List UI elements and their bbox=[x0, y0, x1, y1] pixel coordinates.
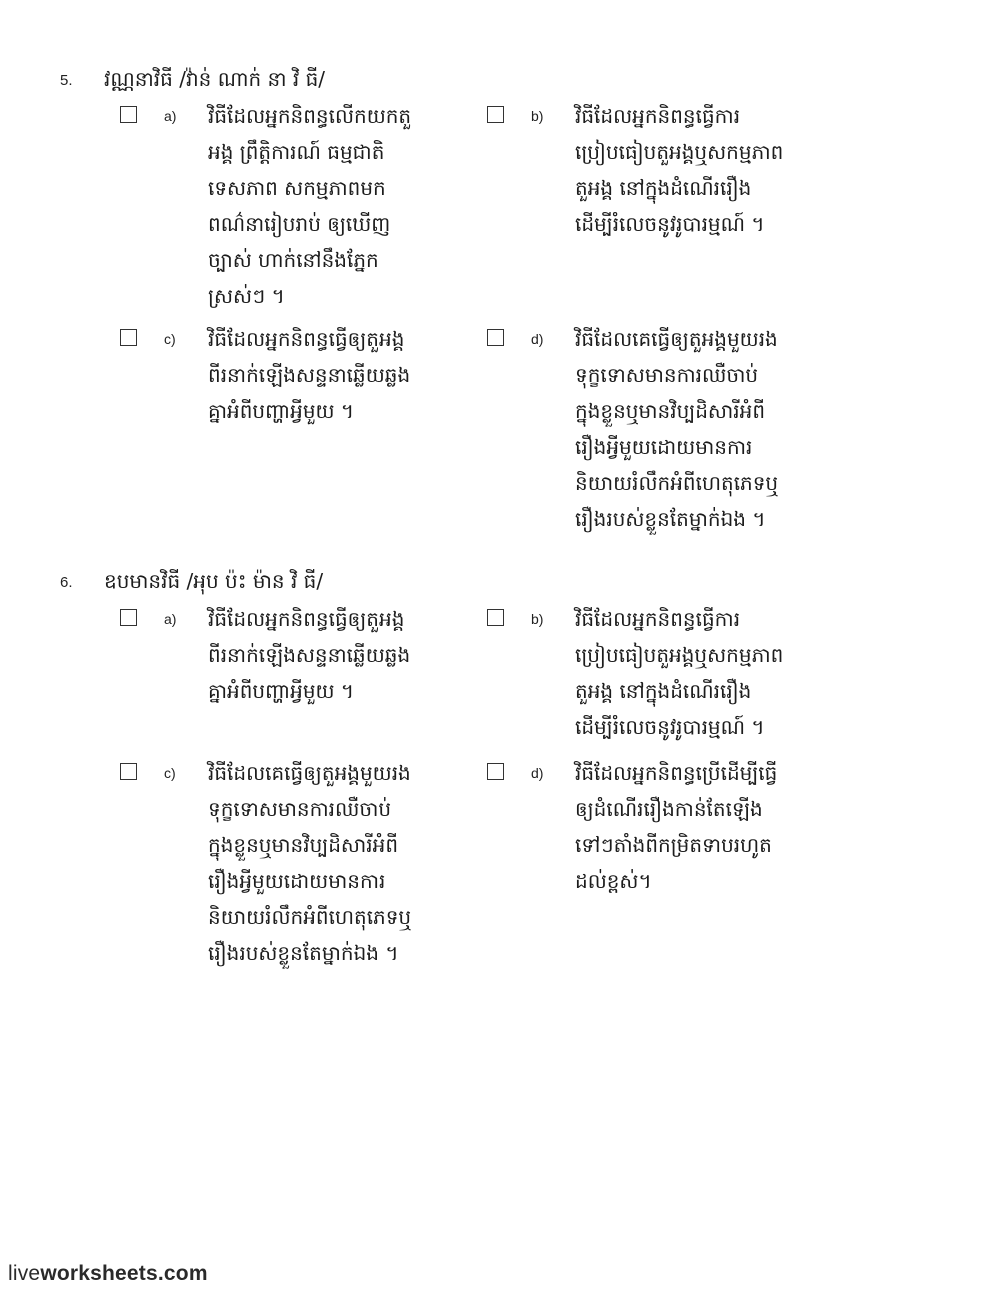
option-text-line: រឿងរបស់ខ្លួនតែម្នាក់ឯង ។ bbox=[575, 507, 766, 531]
option-text-line: រឿងរបស់ខ្លួនតែម្នាក់ឯង ។ bbox=[208, 941, 399, 965]
option-letter: c) bbox=[164, 331, 176, 347]
option-text-line: វិធីដែលអ្នកនិពន្ធធ្វើការ bbox=[575, 104, 741, 128]
option-letter: d) bbox=[531, 765, 544, 781]
option-text-line: ឲ្យដំណើររឿងកាន់តែឡើង bbox=[575, 797, 763, 821]
option-text-line: វិធីដែលអ្នកនិពន្ធលើកយកតួ bbox=[208, 104, 412, 128]
option-text-line: គ្នាអំពីបញ្ហាអ្វីមួយ ។ bbox=[208, 679, 355, 703]
question-title: ឧបមានវិធី /អុប ប៉ះ ម៉ាន វិ ធី/ bbox=[104, 569, 324, 593]
option-text-line: វិធីដែលគេធ្វើឲ្យតួអង្គមួយរង bbox=[575, 327, 778, 351]
option-text-line: ពណ៌នារៀបរាប់ ឲ្យឃើញ bbox=[208, 212, 391, 236]
option-text-line: ដើម្បីរំលេចនូវរូបារម្មណ៍ ។ bbox=[575, 715, 765, 739]
option-letter: b) bbox=[531, 108, 544, 124]
answer-checkbox[interactable] bbox=[487, 609, 504, 626]
option-text-line: តួអង្គ នៅក្នុងដំណើររឿង bbox=[575, 679, 752, 703]
option-text-line: ក្នុងខ្លួនឬមានវិប្បដិសារីអំពី bbox=[208, 833, 399, 857]
answer-checkbox[interactable] bbox=[120, 763, 137, 780]
option-text-line: ប្រៀបធៀបតួអង្គឬសកម្មភាព bbox=[575, 643, 784, 667]
option-letter: d) bbox=[531, 331, 544, 347]
answer-checkbox[interactable] bbox=[120, 329, 137, 346]
question-number: 5. bbox=[60, 72, 73, 89]
option-text-line: ពីរនាក់ឡើងសន្ទនាឆ្លើយឆ្លង bbox=[208, 643, 411, 667]
option-text-line: អង្គ ព្រឹត្តិការណ៍ ធម្មជាតិ bbox=[208, 140, 385, 164]
option-text-line: វិធីដែលអ្នកនិពន្ធធ្វើឲ្យតួអង្គ bbox=[208, 327, 405, 351]
option-text-line: ស្រស់ៗ ។ bbox=[208, 284, 285, 308]
option-text-line: តួអង្គ នៅក្នុងដំណើររឿង bbox=[575, 176, 752, 200]
option-text-line: វិធីដែលគេធ្វើឲ្យតួអង្គមួយរង bbox=[208, 761, 411, 785]
brand-tail: .com bbox=[157, 1262, 208, 1285]
answer-checkbox[interactable] bbox=[120, 106, 137, 123]
answer-checkbox[interactable] bbox=[120, 609, 137, 626]
option-letter: b) bbox=[531, 611, 544, 627]
brand-light: live bbox=[8, 1262, 41, 1285]
option-text-line: វិធីដែលអ្នកនិពន្ធធ្វើឲ្យតួអង្គ bbox=[208, 607, 405, 631]
option-text-line: ពីរនាក់ឡើងសន្ទនាឆ្លើយឆ្លង bbox=[208, 363, 411, 387]
option-text-line: ដល់ខ្ពស់។ bbox=[575, 869, 652, 893]
option-text-line: ក្នុងខ្លួនឬមានវិប្បដិសារីអំពី bbox=[575, 399, 766, 423]
liveworksheets-logo bbox=[8, 1262, 208, 1286]
option-text-line: គ្នាអំពីបញ្ហាអ្វីមួយ ។ bbox=[208, 399, 355, 423]
option-text-line: និយាយរំលឹកអំពីហេតុភេទឬ bbox=[575, 471, 779, 495]
option-letter: c) bbox=[164, 765, 176, 781]
option-text-line: ប្រៀបធៀបតួអង្គឬសកម្មភាព bbox=[575, 140, 784, 164]
option-text-line: ដើម្បីរំលេចនូវរូបារម្មណ៍ ។ bbox=[575, 212, 765, 236]
option-text-line: វិធីដែលអ្នកនិពន្ធប្រើដើម្បីធ្វើ bbox=[575, 761, 778, 785]
option-text-line: វិធីដែលអ្នកនិពន្ធធ្វើការ bbox=[575, 607, 741, 631]
option-letter: a) bbox=[164, 108, 177, 124]
question-number: 6. bbox=[60, 574, 73, 591]
option-text-line: រឿងអ្វីមួយដោយមានការ bbox=[208, 869, 386, 893]
option-text-line: ទេសភាព សកម្មភាពមក bbox=[208, 176, 386, 200]
answer-checkbox[interactable] bbox=[487, 763, 504, 780]
option-text-line: ទុក្ខទោសមានការឈឺចាប់ bbox=[208, 797, 392, 821]
option-text-line: ច្បាស់ ហាក់នៅនឹងភ្នែក bbox=[208, 248, 379, 272]
option-letter: a) bbox=[164, 611, 177, 627]
option-text-line: ទុក្ខទោសមានការឈឺចាប់ bbox=[575, 363, 759, 387]
option-text-line: ទៅៗតាំងពីកម្រិតទាបរហូត bbox=[575, 833, 772, 857]
option-text-line: រឿងអ្វីមួយដោយមានការ bbox=[575, 435, 753, 459]
brand-bold: worksheets bbox=[40, 1262, 158, 1285]
question-title: វណ្ណនាវិធី /វ៉ាន់ ណាក់ នា វិ ធី/ bbox=[104, 67, 326, 91]
answer-checkbox[interactable] bbox=[487, 329, 504, 346]
option-text-line: និយាយរំលឹកអំពីហេតុភេទឬ bbox=[208, 905, 412, 929]
answer-checkbox[interactable] bbox=[487, 106, 504, 123]
